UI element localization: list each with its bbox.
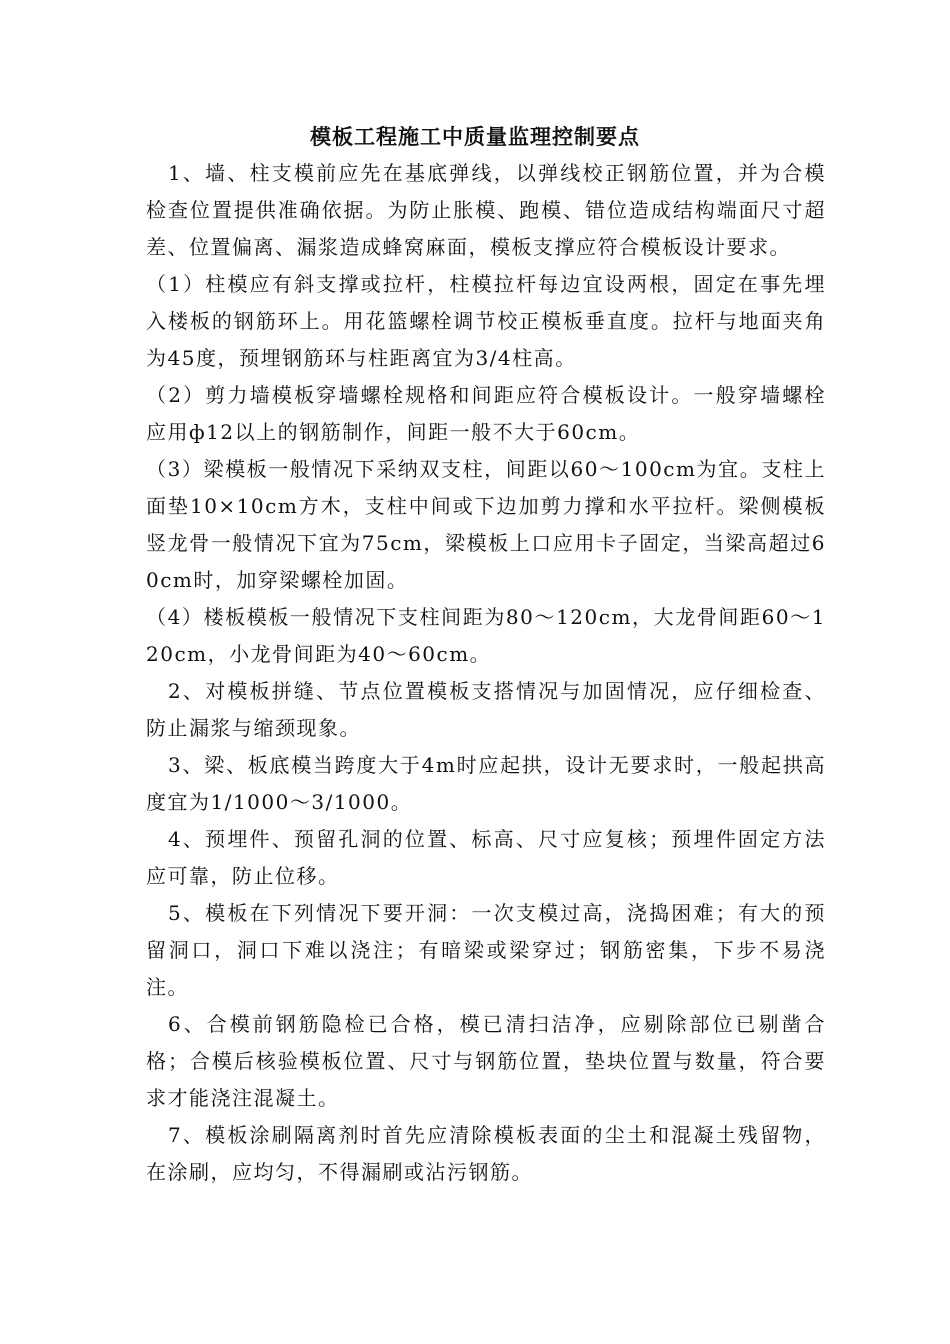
document-title: 模板工程施工中质量监理控制要点 (310, 124, 640, 149)
paragraph-3: 3、梁、板底模当跨度大于4m时应起拱，设计无要求时，一般起拱高度宜为1/1000～3/1000。 (146, 753, 826, 814)
paragraph-5: 5、模板在下列情况下要开洞：一次支模过高，浇捣困难；有大的预留洞口，洞口下难以浇注；有暗梁或梁穿过；钢筋密集，下步不易浇注。 (146, 901, 826, 999)
document-body (146, 155, 826, 1191)
paragraph-1-1: （1）柱模应有斜支撑或拉杆，柱模拉杆每边宜设两根，固定在事先埋入楼板的钢筋环上。用花篮螺栓调节校正模板垂直度。拉杆与地面夹角为45度，预埋钢筋环与柱距离宜为3/4柱高。 (146, 272, 826, 370)
paragraph-1-4: （4）楼板模板一般情况下支柱间距为80～120cm，大龙骨间距60～120cm，小龙骨间距为40～60cm。 (146, 605, 826, 666)
paragraph-1-3: （3）梁模板一般情况下采纳双支柱，间距以60～100cm为宜。支柱上面垫10×10cm方木，支柱中间或下边加剪力撑和水平拉杆。梁侧模板竖龙骨一般情况下宜为75cm，梁模板上口应用卡子固定，当梁高超过60cm时，加穿梁螺栓加固。 (146, 457, 826, 592)
paragraph-7: 7、模板涂刷隔离剂时首先应清除模板表面的尘土和混凝土残留物，在涂刷，应均匀，不得漏刷或沾污钢筋。 (146, 1123, 826, 1184)
paragraph-1: 1、墙、柱支模前应先在基底弹线，以弹线校正钢筋位置，并为合模检查位置提供准确依据。为防止胀模、跑模、错位造成结构端面尺寸超差、位置偏离、漏浆造成蜂窝麻面，模板支撑应符合模板设计要求。 (146, 161, 826, 259)
paragraph-2: 2、对模板拼缝、节点位置模板支搭情况与加固情况，应仔细检查、防止漏浆与缩颈现象。 (146, 679, 826, 740)
paragraph-1-2: （2）剪力墙模板穿墙螺栓规格和间距应符合模板设计。一般穿墙螺栓应用ф12以上的钢筋制作，间距一般不大于60cm。 (146, 383, 826, 444)
paragraph-6: 6、合模前钢筋隐检已合格，模已清扫洁净，应剔除部位已剔凿合格；合模后核验模板位置、尺寸与钢筋位置，垫块位置与数量，符合要求才能浇注混凝土。 (146, 1012, 826, 1110)
paragraph-4: 4、预埋件、预留孔洞的位置、标高、尺寸应复核；预埋件固定方法应可靠，防止位移。 (146, 827, 826, 888)
